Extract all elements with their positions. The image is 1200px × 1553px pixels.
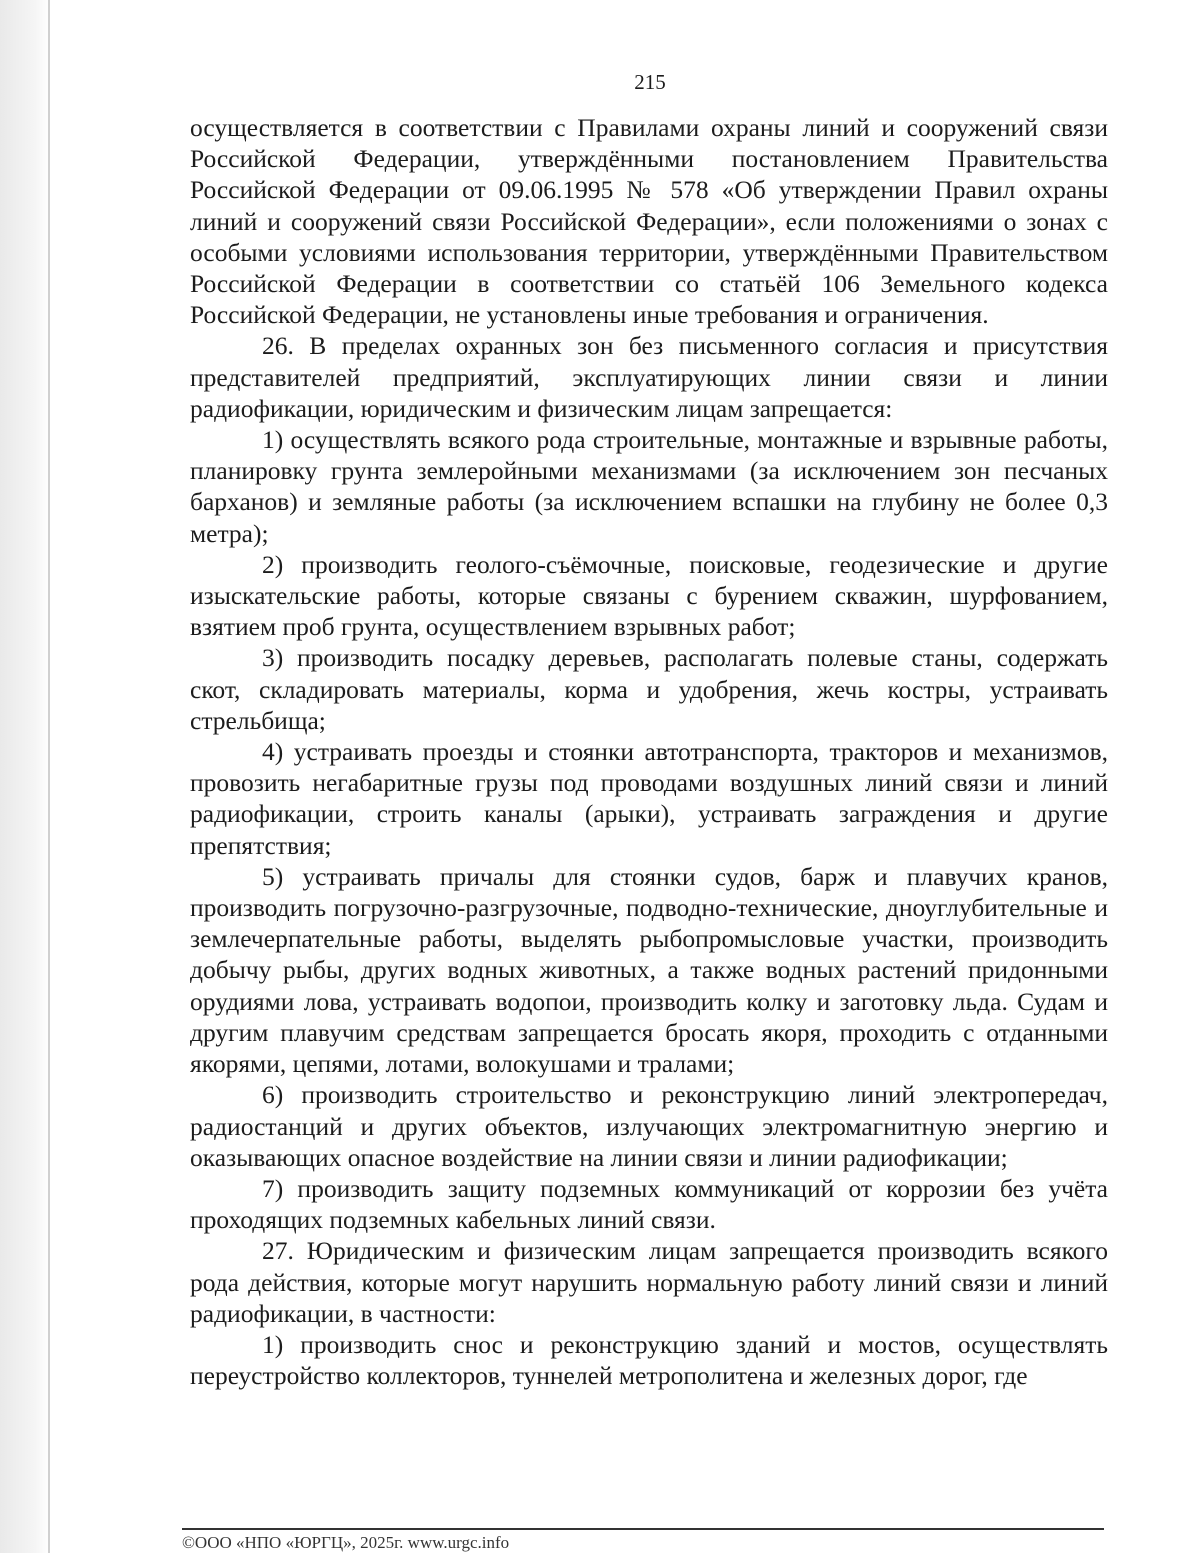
- list-item-26-1: 1) осуществлять всякого рода строительные, монтажные и взрывные работы, планировку грунта землеройными механизмами (за исключением зон песчаных барханов) и земляные работы (за исключением вспашки на глубину не более 0,3 метра);: [190, 425, 1108, 548]
- list-item-26-6: 6) производить строительство и реконструкцию линий электропередач, радиостанций и других объектов, излучающих электромагнитную энергию и оказывающих опасное воздействие на линии связи и линии радиофикации;: [190, 1080, 1108, 1172]
- paragraph-continuation: осуществляется в соответствии с Правилами охраны линий и сооружений связи Российской Федерации, утверждёнными постановлением Правительства Российской Федерации от 09.06.1995 № 578 «Об утверждении Правил охраны линий и сооружений связи Российской Федерации», если положениями о зонах с особыми условиями использования территории, утверждёнными Правительством Российской Федерации в соответствии со статьёй 106 Земельного кодекса Российской Федерации, не установлены иные требования и ограничения.: [190, 113, 1108, 330]
- footer-copyright: ©ООО «НПО «ЮРГЦ», 2025г. www.urgc.info: [182, 1533, 510, 1552]
- page-number: 215: [634, 70, 666, 94]
- list-item-26-4: 4) устраивать проезды и стоянки автотранспорта, тракторов и механизмов, провозить негабаритные грузы под проводами воздушных линий связи и линий радиофикации, строить каналы (арыки), устраивать заграждения и другие препятствия;: [190, 737, 1108, 860]
- scan-edge: [0, 0, 50, 1553]
- paragraph-clause-26: 26. В пределах охранных зон без письменного согласия и присутствия представителей предприятий, эксплуатирующих линии связи и линии радиофикации, юридическим и физическим лицам запрещается:: [190, 331, 1108, 423]
- paragraph-clause-27: 27. Юридическим и физическим лицам запрещается производить всякого рода действия, которые могут нарушить нормальную работу линий связи и линий радиофикации, в частности:: [190, 1236, 1108, 1328]
- list-item-26-7: 7) производить защиту подземных коммуникаций от коррозии без учёта проходящих подземных кабельных линий связи.: [190, 1173, 1108, 1235]
- footer-divider: [182, 1528, 1104, 1530]
- list-item-26-2: 2) производить геолого-съёмочные, поисковые, геодезические и другие изыскательские работы, которые связаны с бурением скважин, шурфованием, взятием проб грунта, осуществлением взрывных работ;: [190, 549, 1108, 642]
- list-item-27-1: 1) производить снос и реконструкцию зданий и мостов, осуществлять переустройство коллекторов, туннелей метрополитена и железных дорог, где: [190, 1329, 1108, 1391]
- list-item-26-5: 5) устраивать причалы для стоянки судов, барж и плавучих кранов, производить погрузочно-разгрузочные, подводно-технические, дноуглубительные и землечерпательные работы, выделять рыбопромысловые участки, производить добычу рыбы, других водных животных, а также водных растений придонными орудиями лова, устраивать водопои, производить колку и заготовку льда. Судам и другим плавучим средствам запрещается бросать якоря, проходить с отданными якорями, цепями, лотами, волокушами и тралами;: [190, 861, 1108, 1079]
- list-item-26-3: 3) производить посадку деревьев, располагать полевые станы, содержать скот, складировать материалы, корма и удобрения, жечь костры, устраивать стрельбища;: [190, 643, 1108, 735]
- document-body: [190, 112, 1108, 1391]
